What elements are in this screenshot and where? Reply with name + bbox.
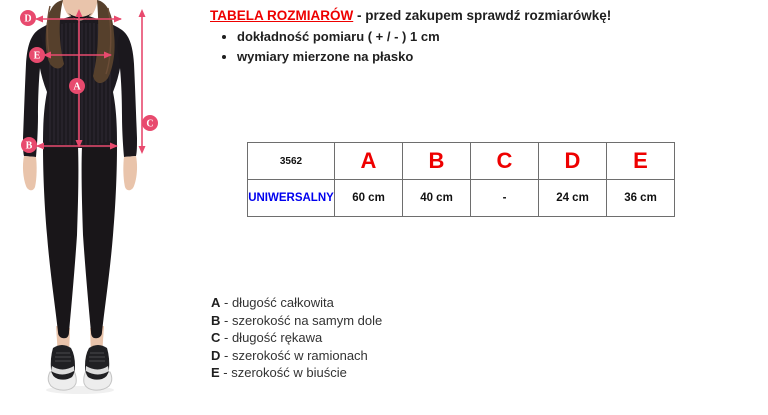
legend-item-e [211, 364, 382, 382]
size-table [247, 142, 675, 217]
legend-text: szerokość na samym dole [231, 312, 383, 328]
value-a: 60 cm [335, 180, 403, 217]
legend-item-b [211, 312, 382, 330]
measurement-badge-c [142, 115, 158, 131]
model-sneakers [48, 345, 112, 390]
legend-letter: A [211, 295, 221, 310]
column-header-d: D [539, 143, 607, 180]
size-row-label: UNIWERSALNY [248, 180, 335, 217]
page-title [210, 7, 611, 25]
measurement-badge-b [21, 137, 37, 153]
model-leggings [43, 145, 117, 338]
legend-text: szerokość w ramionach [231, 347, 368, 363]
model-illustration [0, 0, 205, 415]
measurement-c-label: C [146, 118, 154, 130]
legend-separator: - [220, 312, 232, 328]
legend-text: długość rękawa [231, 330, 323, 346]
measurement-legend [211, 294, 382, 382]
legend-item-c [211, 329, 382, 347]
size-table-header-row [248, 143, 675, 180]
legend-item-a [211, 294, 382, 312]
value-c: - [471, 180, 539, 217]
value-b: 40 cm [403, 180, 471, 217]
legend-letter: D [211, 347, 221, 363]
measurement-badge-d [20, 10, 36, 26]
note-item-flat: • wymiary mierzone na płasko [237, 47, 440, 67]
model-hands [23, 156, 137, 190]
measurement-a-label: A [73, 81, 81, 93]
legend-text: szerokość w biuście [231, 365, 347, 381]
legend-letter: B [211, 312, 221, 328]
legend-letter: E [211, 365, 220, 381]
legend-text: długość całkowita [231, 295, 334, 310]
product-code-cell: 3562 [248, 143, 335, 180]
size-table-data-row [248, 180, 675, 217]
column-header-a: A [335, 143, 403, 180]
notes-list [210, 27, 440, 67]
product-photo [0, 0, 205, 415]
measurement-badge-a [69, 78, 85, 94]
measurement-c-arrow [139, 9, 146, 154]
note-item-accuracy: • dokładność pomiaru ( + / - ) 1 cm [237, 27, 440, 47]
legend-separator: - [220, 295, 232, 310]
measurement-d-label: D [24, 13, 32, 25]
value-d: 24 cm [539, 180, 607, 217]
legend-separator: - [220, 347, 232, 363]
measurement-e-label: E [33, 50, 41, 62]
column-header-b: B [403, 143, 471, 180]
measurement-b-label: B [25, 140, 33, 152]
column-header-c: C [471, 143, 539, 180]
title-highlight: TABELA ROZMIARÓW [210, 8, 354, 23]
value-e: 36 cm [607, 180, 675, 217]
measurement-badge-e [29, 47, 45, 63]
legend-separator: - [219, 365, 232, 381]
title-suffix: - przed zakupem sprawdź rozmiarówkę! [353, 8, 612, 23]
legend-separator: - [220, 330, 232, 346]
legend-letter: C [211, 330, 221, 346]
column-header-e: E [607, 143, 675, 180]
legend-item-d [211, 347, 382, 365]
